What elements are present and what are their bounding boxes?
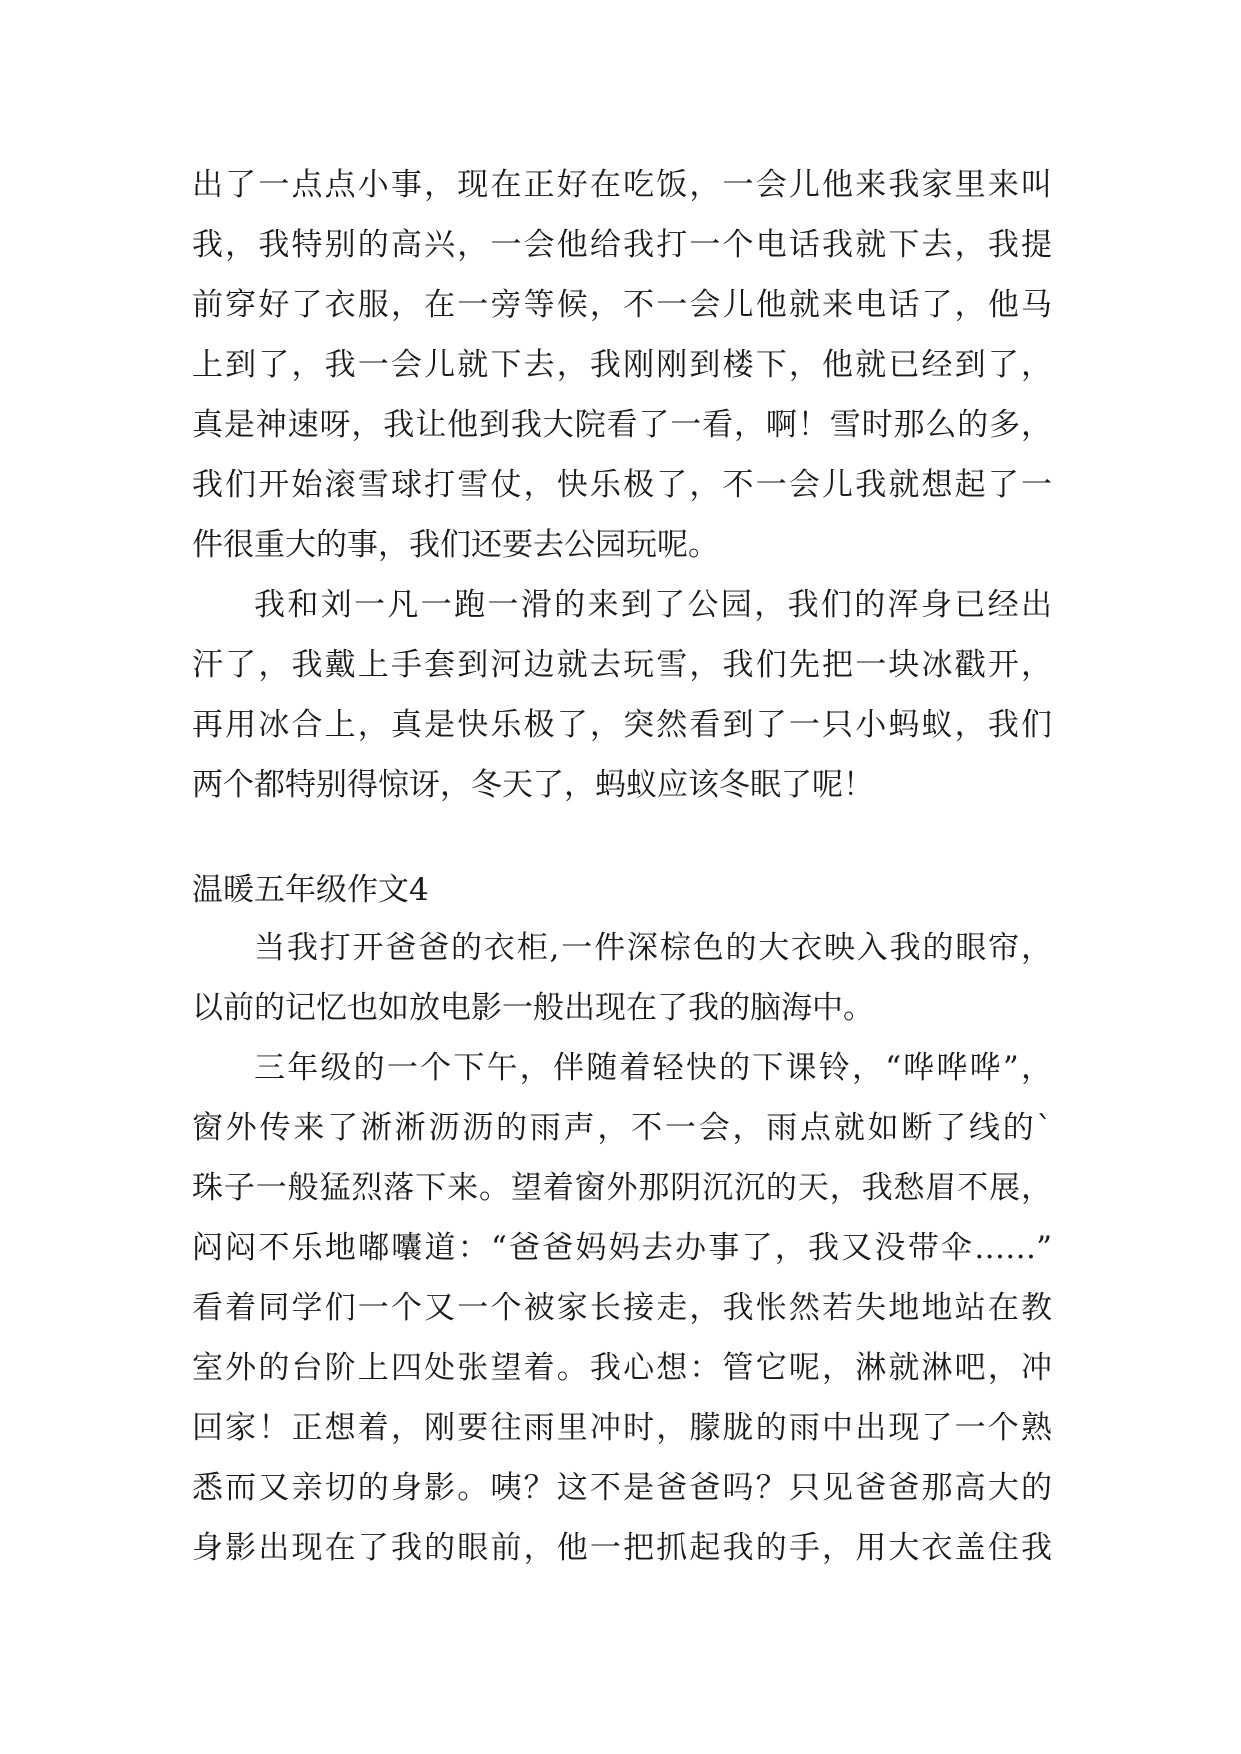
text-line: 悉而又亲切的身影。咦？这不是爸爸吗？只见爸爸那高大的: [192, 1470, 1052, 1506]
text-line: 闷闷不乐地嘟囔道：“爸爸妈妈去办事了，我又没带伞……”: [192, 1230, 1052, 1266]
text-line: 真是神速呀，我让他到我大院看了一看，啊！雪时那么的多，: [192, 407, 1052, 443]
text-line: 我，我特别的高兴，一会他给我打一个电话我就下去，我提: [192, 227, 1052, 263]
text-line: 两个都特别得惊讶，冬天了，蚂蚁应该冬眠了呢！: [192, 767, 874, 803]
text-line: 我们开始滚雪球打雪仗，快乐极了，不一会儿我就想起了一: [192, 467, 1052, 503]
text-line: 件很重大的事，我们还要去公园玩呢。: [192, 527, 719, 563]
text-line: 回家！正想着，刚要往雨里冲时，朦胧的雨中出现了一个熟: [192, 1410, 1052, 1446]
paragraph-first-line: 我和刘一凡一跑一滑的来到了公园，我们的浑身已经出: [254, 587, 1052, 623]
section-heading: 温暖五年级作文4: [192, 872, 429, 908]
text-line: 以前的记忆也如放电影一般出现在了我的脑海中。: [192, 990, 874, 1026]
text-line: 身影出现在了我的眼前，他一把抓起我的手，用大衣盖住我: [192, 1530, 1052, 1566]
text-line: 室外的台阶上四处张望着。我心想：管它呢，淋就淋吧，冲: [192, 1350, 1052, 1386]
text-line: 上到了，我一会儿就下去，我刚刚到楼下，他就已经到了，: [192, 347, 1052, 383]
text-line: 珠子一般猛烈落下来。望着窗外那阴沉沉的天，我愁眉不展，: [192, 1170, 1052, 1206]
text-line: 出了一点点小事，现在正好在吃饭，一会儿他来我家里来叫: [192, 167, 1052, 203]
paragraph-first-line: 三年级的一个下午，伴随着轻快的下课铃，“哗哗哗”，: [254, 1050, 1052, 1086]
text-line: 窗外传来了淅淅沥沥的雨声，不一会，雨点就如断了线的`: [192, 1110, 1052, 1146]
text-line: 再用冰合上，真是快乐极了，突然看到了一只小蚂蚁，我们: [192, 707, 1052, 743]
paragraph-first-line: 当我打开爸爸的衣柜,一件深棕色的大衣映入我的眼帘，: [254, 930, 1052, 966]
text-line: 前穿好了衣服，在一旁等候，不一会儿他就来电话了，他马: [192, 287, 1052, 323]
text-line: 看着同学们一个又一个被家长接走，我怅然若失地地站在教: [192, 1290, 1052, 1326]
text-line: 汗了，我戴上手套到河边就去玩雪，我们先把一块冰戳开，: [192, 647, 1052, 683]
